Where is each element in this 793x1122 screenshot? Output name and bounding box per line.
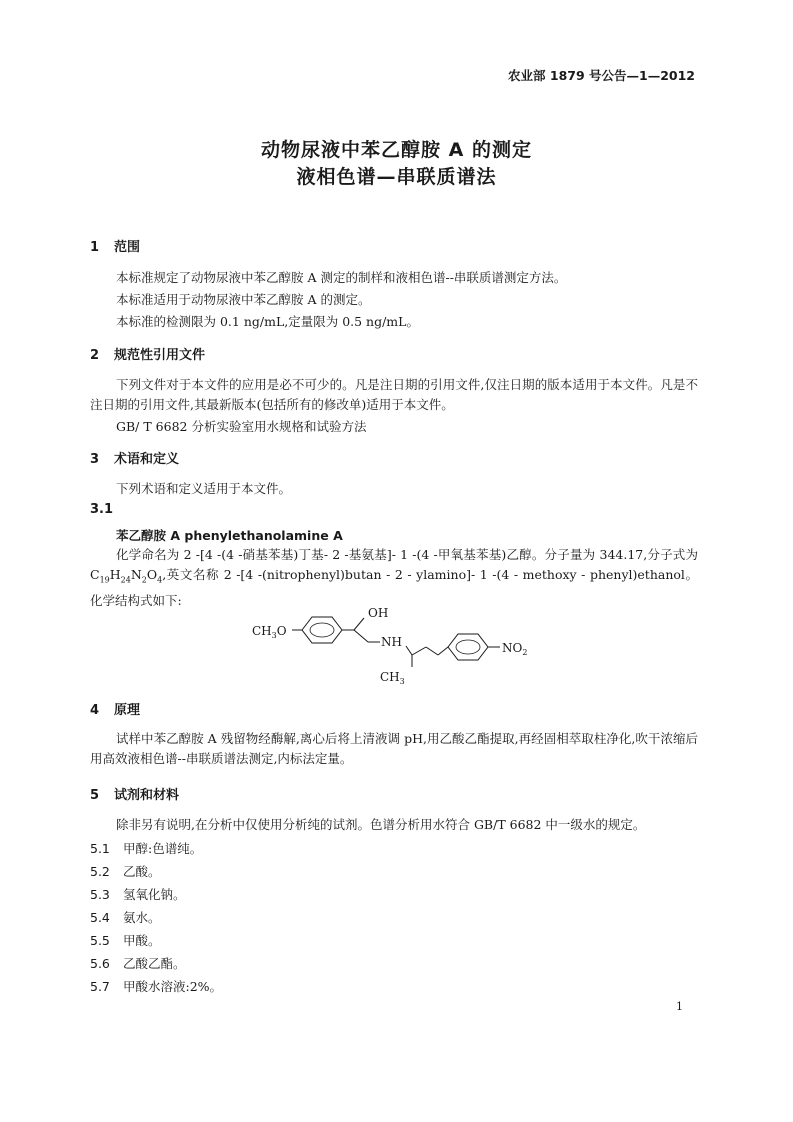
section-number: 4: [90, 703, 100, 718]
chemical-structure-diagram: [240, 597, 560, 687]
subsection-number: 3.1: [90, 502, 114, 517]
paragraph: 本标准的检测限为 0.1 ng/mL,定量限为 0.5 ng/mL。: [116, 314, 419, 329]
document-title-line2: 液相色谱—串联质谱法: [296, 166, 497, 188]
section-title: 原理: [114, 703, 141, 718]
section-2-heading: [90, 344, 205, 363]
term-heading: 苯乙醇胺 A phenylethanolamine A: [116, 528, 343, 543]
section-title: 范围: [114, 240, 141, 255]
paragraph: 试样中苯乙醇胺 A 残留物经酶解,离心后将上清液调 pH,用乙酸乙酯提取,再经固相萃取柱净化,吹干浓缩后用高效液相色谱--串联质谱法测定,内标法定量。: [90, 731, 698, 766]
section-number: 2: [90, 348, 100, 363]
section-title: 试剂和材料: [114, 788, 180, 803]
list-item: 5.4 氨水。: [90, 910, 161, 925]
nitro-label: $NO_2$: [502, 641, 528, 657]
benzene-ring-1: [302, 617, 342, 643]
paragraph: 本标准规定了动物尿液中苯乙醇胺 A 测定的制样和液相色谱--串联质谱测定方法。: [116, 270, 567, 285]
list-item: 5.5 甲酸。: [90, 933, 161, 948]
paragraph: 下列文件对于本文件的应用是必不可少的。凡是注日期的引用文件,仅注日期的版本适用于本文件。凡是不注日期的引用文件,其最新版本(包括所有的修改单)适用于本文件。: [90, 377, 698, 412]
section-number: 5: [90, 788, 100, 803]
list-item: 5.2 乙酸。: [90, 864, 161, 879]
list-item: 5.6 乙酸乙酯。: [90, 956, 186, 971]
section-number: 3: [90, 452, 100, 467]
paragraph: 除非另有说明,在分析中仅使用分析纯的试剂。色谱分析用水符合 GB/T 6682 中一级水的规定。: [116, 817, 646, 832]
section-title: 术语和定义: [114, 452, 180, 467]
list-item: 5.7 甲酸水溶液:2%。: [90, 979, 223, 994]
list-item: 5.1 甲醇:色谱纯。: [90, 841, 203, 856]
methyl-label: $CH_3$: [380, 670, 405, 686]
section-1-heading: [90, 236, 140, 255]
page-number: 1: [676, 1000, 683, 1013]
reference-entry: GB/ T 6682 分析实验室用水规格和试验方法: [116, 419, 367, 434]
paragraph: 本标准适用于动物尿液中苯乙醇胺 A 的测定。: [116, 292, 371, 307]
paragraph: 下列术语和定义适用于本文件。: [116, 481, 292, 496]
section-3-heading: [90, 448, 179, 467]
section-5-heading: [90, 784, 179, 803]
list-item: 5.3 氢氧化钠。: [90, 887, 186, 902]
hydroxyl-label: OH: [368, 606, 389, 620]
methoxy-label: $CH_3O$: [252, 624, 287, 640]
section-number: 1: [90, 240, 100, 255]
term-definition: 化学命名为 2 -[4 -(4 -硝基苯基)丁基- 2 -基氨基]- 1 -(4 -甲氧基苯基)乙醇。分子量为 344.17,分子式为 $C_{19}H_{24}N_2O_4$,英文名称 2 -[4 -(nitrophenyl)butan - 2 - ylamino]- 1 -(4 - methoxy - phenyl)ethanol。化学结构式如下:: [90, 547, 698, 608]
document-title-line1: 动物尿液中苯乙醇胺 A 的测定: [261, 139, 532, 161]
section-4-heading: [90, 699, 140, 718]
amine-label: NH: [381, 635, 402, 649]
section-title: 规范性引用文件: [114, 348, 206, 363]
benzene-ring-2: [448, 634, 488, 660]
standard-number: 农业部 1879 号公告—1—2012: [508, 68, 695, 83]
